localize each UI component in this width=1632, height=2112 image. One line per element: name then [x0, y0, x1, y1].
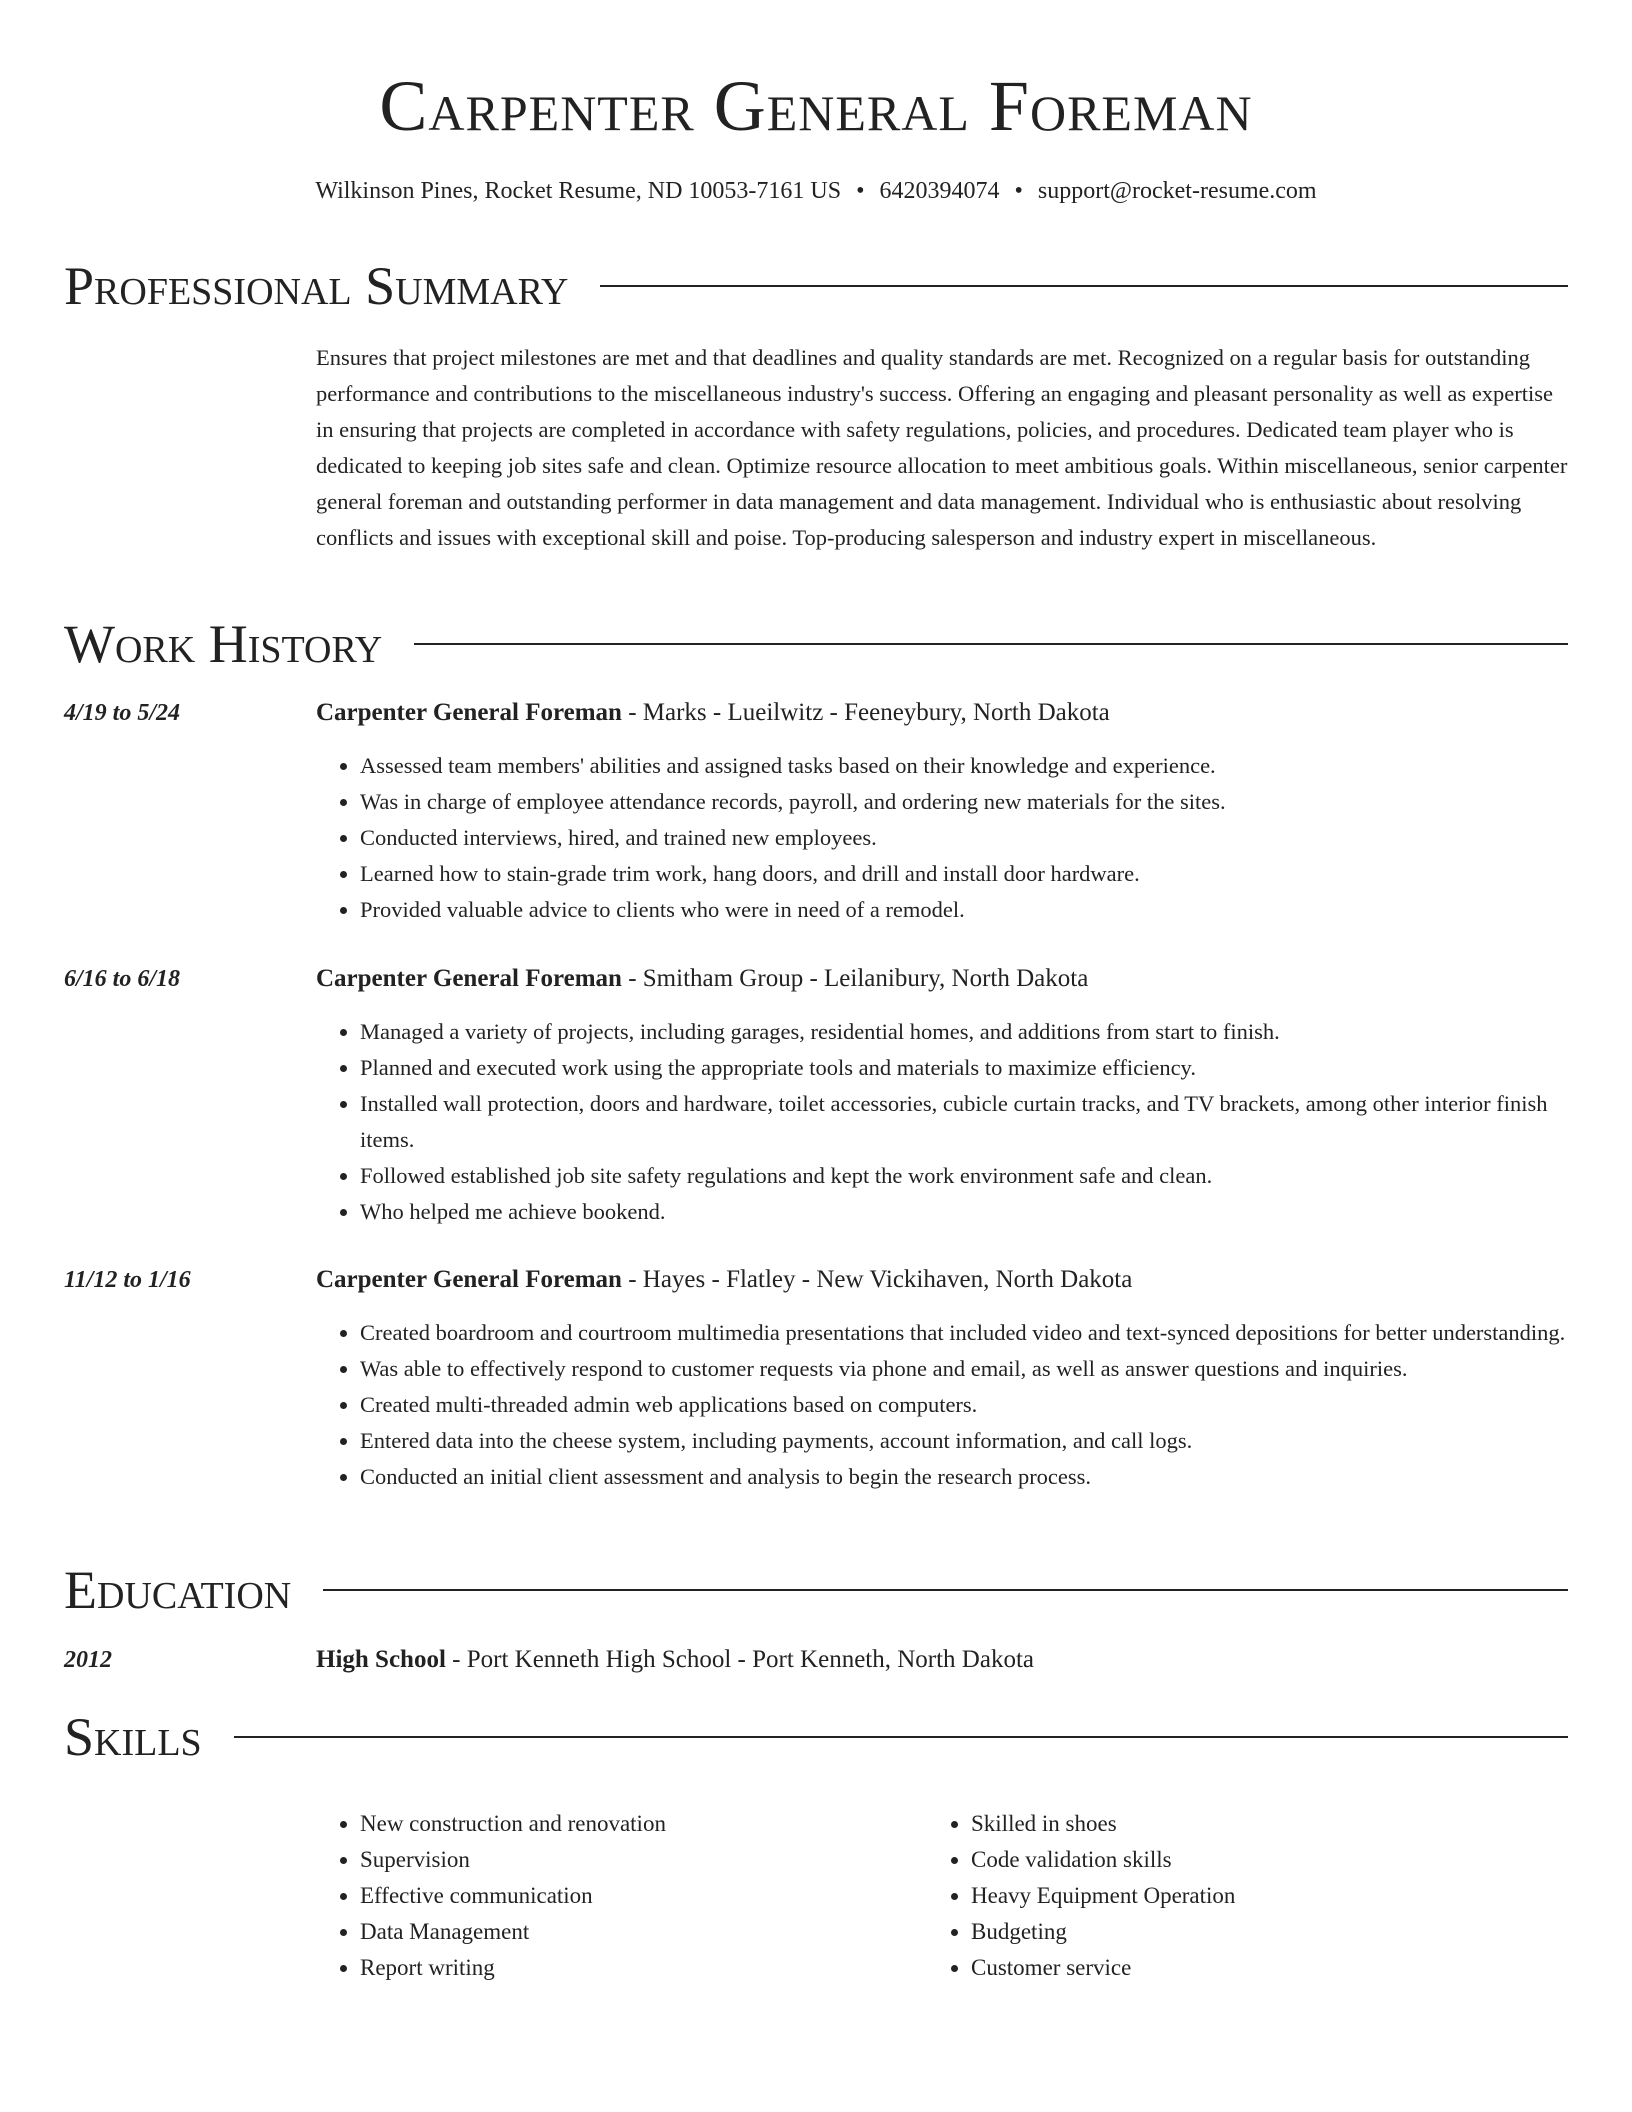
list-item: • Entered data into the cheese system, including payments, account information, and call logs. [360, 1423, 1568, 1459]
summary-text: Ensures that project milestones are met and that deadlines and quality standards are met. Recognized on a regular basis for outstanding performance and contributions to the miscellaneous industry's success. Offering an engaging and pleasant personality as well as expertise in ensuring that projects are completed in accordance with safety regulations, policies, and procedures. Dedicated team player who is dedicated to keeping job sites safe and clean. Optimize resource allocation to meet ambitious goals. Within miscellaneous, senior carpenter general foreman and outstanding performer in data management and data management. Individual who is enthusiastic about resolving conflicts and issues with exceptional skill and poise. Top-producing salesperson and industry expert in miscellaneous. [316, 345, 1568, 550]
section-header-education [64, 1558, 1568, 1622]
job-employer: - Marks - Lueilwitz - Feeneybury, North Dakota [621, 699, 1110, 726]
skill-item: • New construction and renovation [360, 1806, 916, 1842]
section-divider [323, 1589, 1568, 1591]
education-year: 2012 [64, 1647, 112, 1673]
skill-item: • Code validation skills [971, 1842, 1527, 1878]
section-divider [600, 285, 1568, 287]
skill-item: • Heavy Equipment Operation [971, 1878, 1527, 1914]
skills-list-left [316, 1806, 916, 1986]
skill-item: • Supervision [360, 1842, 916, 1878]
section-title-summary: Professional Summary [64, 256, 569, 316]
skill-item: • Report writing [360, 1950, 916, 1986]
section-header-summary [64, 254, 1568, 318]
list-item: • Created boardroom and courtroom multimedia presentations that included video and text-synced depositions for better understanding. [360, 1315, 1568, 1351]
list-item: • Installed wall protection, doors and hardware, toilet accessories, cubicle curtain tracks, and TV brackets, among other interior finish items. [360, 1086, 1568, 1158]
list-item: • Assessed team members' abilities and assigned tasks based on their knowledge and experience. [360, 748, 1568, 784]
list-item: • Was able to effectively respond to customer requests via phone and email, as well as answer questions and inquiries. [360, 1351, 1568, 1387]
skill-item: • Budgeting [971, 1914, 1527, 1950]
education-school: - Port Kenneth High School - Port Kenneth, North Dakota [445, 1646, 1035, 1673]
skill-item: • Skilled in shoes [971, 1806, 1527, 1842]
job-title: Carpenter General Foreman [316, 965, 622, 992]
list-item: • Planned and executed work using the appropriate tools and materials to maximize efficiency. [360, 1050, 1568, 1086]
section-title-education: Education [64, 1560, 292, 1620]
job-dates: 6/16 to 6/18 [64, 966, 181, 992]
job-title: Carpenter General Foreman [316, 1266, 622, 1293]
section-header-work [64, 612, 1568, 676]
section-divider [414, 643, 1568, 645]
candidate-name: Carpenter General Foreman [379, 66, 1253, 146]
list-item: • Provided valuable advice to clients who were in need of a remodel. [360, 892, 1568, 928]
job-heading [316, 962, 1568, 996]
section-title-skills: Skills [64, 1707, 202, 1767]
contact-phone: 6420394074 [879, 178, 1000, 204]
contact-email: support@rocket-resume.com [1037, 178, 1317, 204]
job-bullets [316, 1014, 1568, 1230]
job-employer: - Smitham Group - Leilanibury, North Dakota [621, 965, 1089, 992]
job-dates: 4/19 to 5/24 [64, 700, 181, 726]
job-bullets [316, 748, 1568, 928]
job-dates: 11/12 to 1/16 [64, 1267, 191, 1293]
skills-list-right [927, 1806, 1527, 1986]
contact-line [0, 174, 1632, 208]
list-item: • Conducted interviews, hired, and trained new employees. [360, 820, 1568, 856]
job-bullets [316, 1315, 1568, 1495]
job-heading [316, 1263, 1568, 1297]
list-item: • Learned how to stain-grade trim work, hang doors, and drill and install door hardware. [360, 856, 1568, 892]
section-divider [234, 1736, 1568, 1738]
job-employer: - Hayes - Flatley - New Vickihaven, North Dakota [621, 1266, 1133, 1293]
list-item: • Managed a variety of projects, including garages, residential homes, and additions from start to finish. [360, 1014, 1568, 1050]
list-item: • Followed established job site safety regulations and kept the work environment safe and clean. [360, 1158, 1568, 1194]
list-item: • Conducted an initial client assessment and analysis to begin the research process. [360, 1459, 1568, 1495]
list-item: • Was in charge of employee attendance records, payroll, and ordering new materials for the sites. [360, 784, 1568, 820]
list-item: • Who helped me achieve bookend. [360, 1194, 1568, 1230]
list-item: • Created multi-threaded admin web applications based on computers. [360, 1387, 1568, 1423]
contact-address: Wilkinson Pines, Rocket Resume, ND 10053-7161 US [315, 178, 842, 204]
skill-item: • Effective communication [360, 1878, 916, 1914]
contact-separator: • [1014, 178, 1023, 204]
skill-item: • Customer service [971, 1950, 1527, 1986]
section-header-skills [64, 1705, 1568, 1769]
job-title: Carpenter General Foreman [316, 699, 622, 726]
skill-item: • Data Management [360, 1914, 916, 1950]
contact-separator: • [856, 178, 865, 204]
education-degree: High School [316, 1646, 446, 1673]
education-heading [316, 1643, 1568, 1677]
section-title-work: Work History [64, 614, 383, 674]
job-heading [316, 696, 1568, 730]
